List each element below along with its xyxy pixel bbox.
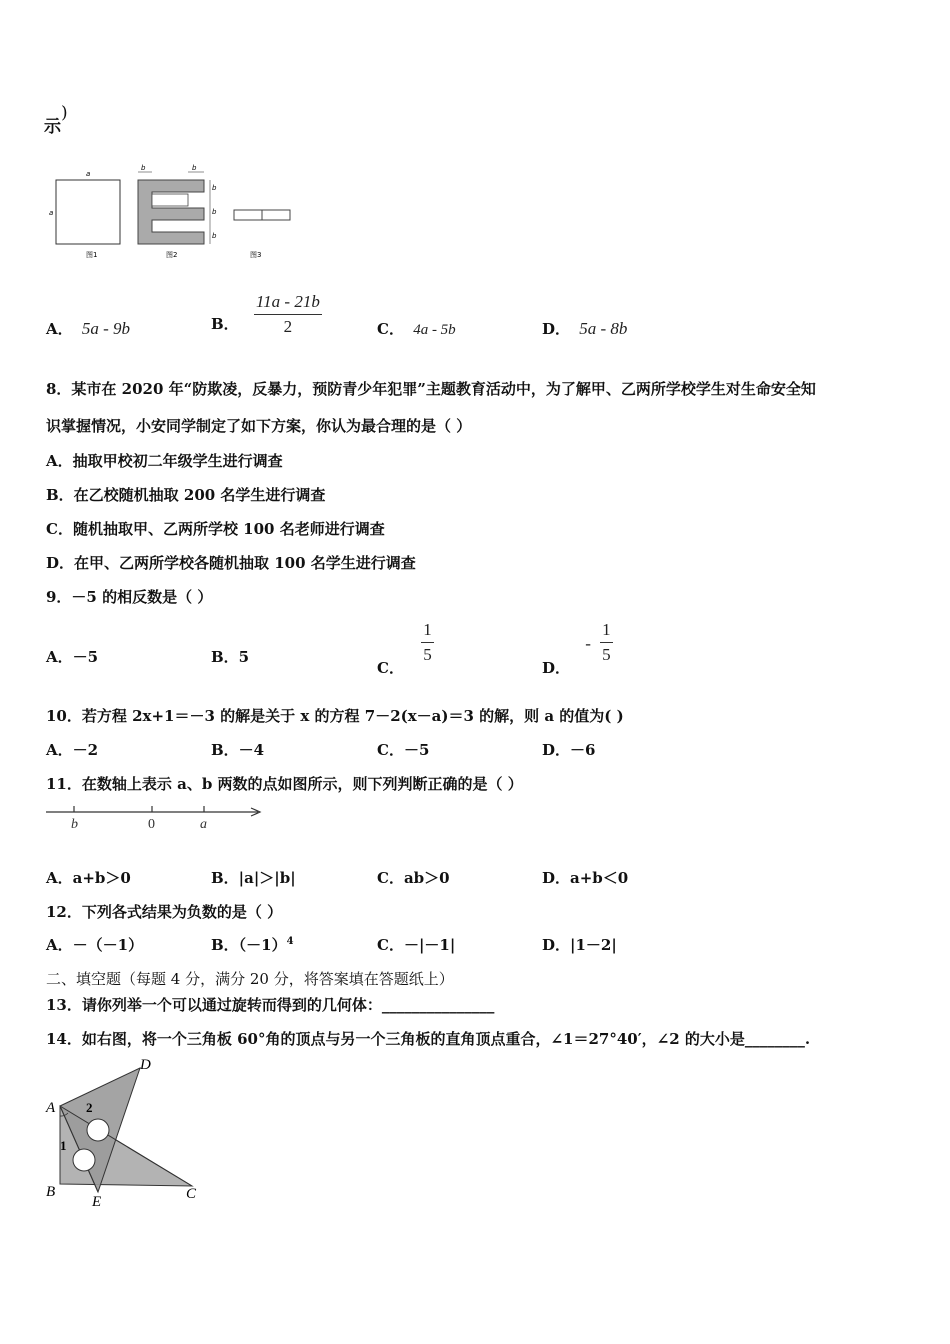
q7-option-b	[211, 292, 322, 337]
fig2-slot-1	[152, 194, 188, 206]
q12-option-d: D．|1－2|	[542, 936, 617, 954]
fig2-b-3: b	[212, 232, 217, 240]
angle-2-label: 2	[86, 1100, 93, 1115]
q9-c-num: 1	[423, 620, 432, 639]
point-e: E	[92, 1194, 102, 1210]
label-a: a	[200, 817, 207, 832]
q11-number-line	[44, 800, 268, 834]
q7-b-fraction	[254, 292, 322, 337]
q7-c-expr: 4a - 5b	[413, 322, 456, 338]
q9-d-fraction	[600, 620, 613, 665]
fragment-text: 示	[44, 117, 61, 137]
q11-option-d: D．a+b＜0	[542, 869, 629, 887]
q9-option-d	[542, 620, 613, 677]
fragment-paren: )	[61, 103, 68, 123]
q9-c-label: C．	[377, 658, 404, 677]
hole-lower	[73, 1149, 95, 1171]
page-fragment	[44, 103, 68, 137]
q8-option-d: D．在甲、乙两所学校各随机抽取 100 名学生进行调查	[46, 554, 416, 572]
fig1-square	[56, 180, 120, 244]
q7-option-d	[542, 318, 627, 339]
q8-stem-line2: 识掌握情况，小安同学制定了如下方案，你认为最合理的是（ ）	[46, 417, 472, 435]
q9-d-den: 5	[600, 642, 613, 665]
q9-d-sign: -	[585, 633, 591, 653]
q10-option-d: D．－6	[542, 741, 596, 759]
fig2-b-tr: b	[192, 164, 197, 172]
point-c: C	[186, 1186, 197, 1202]
fig1-caption: 图1	[86, 251, 98, 259]
q9-d-num: 1	[602, 620, 611, 639]
q8-option-a: A．抽取甲校初二年级学生进行调查	[46, 452, 283, 470]
q8-option-b: B．在乙校随机抽取 200 名学生进行调查	[46, 486, 326, 504]
q11-option-c: C．ab＞0	[377, 869, 450, 887]
q7-b-num: 11a - 21b	[255, 292, 320, 311]
q8-stem-line1: 8．某市在 2020 年“防欺凌，反暴力，预防青少年犯罪”主题教育活动中，为了解甲、乙两所学校学生对生命安全知	[46, 380, 816, 398]
fig2-caption: 图2	[166, 251, 178, 259]
q7-d-label: D．	[542, 320, 571, 338]
q9-option-a: A．－5	[46, 648, 99, 666]
label-b: b	[71, 817, 78, 832]
q9-option-c	[377, 620, 434, 677]
q11-stem: 11．在数轴上表示 a、b 两数的点如图所示，则下列判断正确的是（ ）	[46, 775, 523, 793]
fig3-caption: 图3	[250, 251, 262, 259]
q7-d-expr: 5a - 8b	[579, 319, 628, 338]
fig1-a-top: a	[86, 170, 91, 178]
q11-option-b: B．|a|＞|b|	[211, 869, 296, 887]
q9-option-b: B．5	[211, 648, 250, 666]
point-d: D	[140, 1057, 151, 1073]
q9-stem: 9．－5 的相反数是（ ）	[46, 588, 213, 606]
q7-option-a	[46, 318, 130, 339]
q13-stem: 13．请你列举一个可以通过旋转而得到的几何体：_______________	[46, 996, 495, 1014]
q8-option-c: C．随机抽取甲、乙两所学校 100 名老师进行调查	[46, 520, 385, 538]
label-zero: 0	[148, 817, 155, 832]
q7-figure	[44, 160, 304, 264]
q12-option-b	[211, 934, 294, 955]
fig2-b-1: b	[212, 184, 217, 192]
q7-a-label: A．	[46, 320, 73, 338]
q14-stem: 14．如右图，将一个三角板 60°角的顶点与另一个三角板的直角顶点重合，∠1＝27°40′，∠2 的大小是________.	[46, 1030, 811, 1048]
q12-option-c: C．－|－1|	[377, 936, 456, 954]
point-b: B	[46, 1184, 56, 1200]
q7-option-c	[377, 318, 456, 339]
angle-1-label: 1	[60, 1138, 67, 1153]
fig2-b-tl: b	[141, 164, 146, 172]
q7-a-expr: 5a - 9b	[81, 319, 131, 338]
section2-heading: 二、填空题（每题 4 分，满分 20 分，将答案填在答题纸上）	[46, 970, 454, 988]
q12-b-exp: 4	[286, 936, 294, 947]
q10-stem: 10．若方程 2x+1＝－3 的解是关于 x 的方程 7－2(x－a)＝3 的解，则 a 的值为( )	[46, 707, 624, 725]
q12-option-a: A．－（－1）	[46, 936, 144, 954]
q10-option-b: B．－4	[211, 741, 265, 759]
q10-option-c: C．－5	[377, 741, 430, 759]
q12-b-base: B．（－1）	[211, 936, 287, 954]
q9-c-fraction	[421, 620, 434, 665]
fig2-b-2: b	[212, 208, 217, 216]
q10-option-a: A．－2	[46, 741, 99, 759]
hole-upper	[87, 1119, 109, 1141]
point-a: A	[46, 1100, 56, 1116]
q7-b-label: B．	[211, 314, 239, 333]
q9-c-den: 5	[421, 642, 434, 665]
q9-d-label: D．	[542, 658, 571, 677]
q7-b-den: 2	[254, 314, 322, 337]
q7-c-label: C．	[377, 320, 404, 338]
q14-figure	[40, 1054, 210, 1210]
fig2-e-shape	[138, 180, 204, 244]
q12-stem: 12．下列各式结果为负数的是（ ）	[46, 903, 283, 921]
q11-option-a: A．a+b＞0	[46, 869, 131, 887]
fig1-a-left: a	[49, 209, 54, 217]
